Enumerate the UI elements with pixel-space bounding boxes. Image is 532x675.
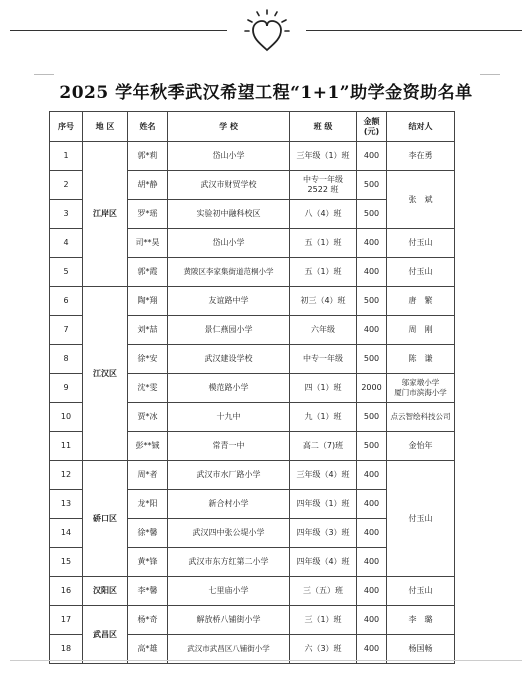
footer-rule xyxy=(10,660,522,661)
cell-sponsor-merged: 付玉山 xyxy=(387,461,455,577)
cell-name: 李*馨 xyxy=(128,577,168,606)
cell-region-wuchang: 武昌区 xyxy=(83,606,128,664)
header-seq: 序号 xyxy=(50,112,83,142)
cell-school: 十九中 xyxy=(168,403,290,432)
cell-grade: 五（1）班 xyxy=(290,229,357,258)
table-row xyxy=(50,577,455,606)
cell-grade: 中专一年级 xyxy=(290,345,357,374)
cell-seq: 3 xyxy=(50,200,83,229)
cell-name: 黄*锋 xyxy=(128,548,168,577)
cell-sponsor: 邬家墩小学 厦门市滨海小学 xyxy=(387,374,455,403)
cell-region-jianghan: 江汉区 xyxy=(83,287,128,461)
cell-school: 岱山小学 xyxy=(168,229,290,258)
heart-with-rays-icon xyxy=(239,8,295,56)
cell-seq: 14 xyxy=(50,519,83,548)
cell-amount: 500 xyxy=(357,403,387,432)
cell-amount: 400 xyxy=(357,490,387,519)
cell-grade: 初三（4）班 xyxy=(290,287,357,316)
cell-school: 武汉四中张公堤小学 xyxy=(168,519,290,548)
cell-seq: 15 xyxy=(50,548,83,577)
cell-grade: 四年级（4）班 xyxy=(290,548,357,577)
cell-grade: 九（1）班 xyxy=(290,403,357,432)
cell-name: 沈*雯 xyxy=(128,374,168,403)
cell-name: 贾*冰 xyxy=(128,403,168,432)
cell-grade: 四（1）班 xyxy=(290,374,357,403)
scholarship-table xyxy=(49,111,455,664)
table-row xyxy=(50,461,455,490)
cell-sponsor: 杨国畅 xyxy=(387,635,455,664)
cell-name: 龙*阳 xyxy=(128,490,168,519)
cell-seq: 16 xyxy=(50,577,83,606)
cell-name: 彭**铖 xyxy=(128,432,168,461)
cell-grade: 四年级（1）班 xyxy=(290,490,357,519)
cell-seq: 12 xyxy=(50,461,83,490)
cell-amount: 400 xyxy=(357,142,387,171)
cell-sponsor-merged: 张 斌 xyxy=(387,171,455,229)
cell-school: 实验初中融科校区 xyxy=(168,200,290,229)
cell-seq: 9 xyxy=(50,374,83,403)
cell-amount: 400 xyxy=(357,229,387,258)
header-name: 姓名 xyxy=(128,112,168,142)
cell-school: 景仁燕园小学 xyxy=(168,316,290,345)
cell-seq: 10 xyxy=(50,403,83,432)
cell-school: 解放桥八铺街小学 xyxy=(168,606,290,635)
cell-school: 武汉市东方红第二小学 xyxy=(168,548,290,577)
cell-name: 罗*瑶 xyxy=(128,200,168,229)
cell-sponsor: 付玉山 xyxy=(387,229,455,258)
cell-amount: 400 xyxy=(357,461,387,490)
cell-region-hanyang: 汉阳区 xyxy=(83,577,128,606)
cell-sponsor: 付玉山 xyxy=(387,258,455,287)
cell-grade: 高二（7)班 xyxy=(290,432,357,461)
table-header-row xyxy=(50,112,455,142)
cell-sponsor: 周 刚 xyxy=(387,316,455,345)
cell-school: 友谊路中学 xyxy=(168,287,290,316)
cell-amount: 400 xyxy=(357,606,387,635)
cell-sponsor: 金怡年 xyxy=(387,432,455,461)
cell-seq: 13 xyxy=(50,490,83,519)
cell-seq: 2 xyxy=(50,171,83,200)
cell-region-jiangan: 江岸区 xyxy=(83,142,128,287)
cell-seq: 11 xyxy=(50,432,83,461)
cell-seq: 7 xyxy=(50,316,83,345)
cell-grade: 六年级 xyxy=(290,316,357,345)
table-row xyxy=(50,142,455,171)
header-rule-left xyxy=(10,30,227,31)
header-rule-right xyxy=(306,30,522,31)
cell-amount: 400 xyxy=(357,577,387,606)
cell-seq: 8 xyxy=(50,345,83,374)
cell-sponsor: 陈 谦 xyxy=(387,345,455,374)
cell-sponsor: 点云智绘科技公司 xyxy=(387,403,455,432)
table-row xyxy=(50,606,455,635)
cell-name: 司**昊 xyxy=(128,229,168,258)
title-separator-right xyxy=(480,74,500,75)
header-sponsor: 结对人 xyxy=(387,112,455,142)
cell-school: 新合村小学 xyxy=(168,490,290,519)
cell-grade: 八（4）班 xyxy=(290,200,357,229)
cell-school: 七里庙小学 xyxy=(168,577,290,606)
cell-sponsor: 唐 繁 xyxy=(387,287,455,316)
cell-amount: 500 xyxy=(357,287,387,316)
cell-amount: 500 xyxy=(357,345,387,374)
cell-school: 武汉建设学校 xyxy=(168,345,290,374)
cell-school: 武汉市财贸学校 xyxy=(168,171,290,200)
cell-amount: 400 xyxy=(357,258,387,287)
cell-amount: 400 xyxy=(357,635,387,664)
cell-grade: 三年级（1）班 xyxy=(290,142,357,171)
table-row xyxy=(50,287,455,316)
cell-grade: 五（1）班 xyxy=(290,258,357,287)
title-separator-left xyxy=(34,74,54,75)
cell-region-qiaokou: 硚口区 xyxy=(83,461,128,577)
cell-school: 武汉市武昌区八铺街小学 xyxy=(168,635,290,664)
cell-seq: 1 xyxy=(50,142,83,171)
cell-name: 刘*喆 xyxy=(128,316,168,345)
cell-seq: 4 xyxy=(50,229,83,258)
cell-name: 高*雄 xyxy=(128,635,168,664)
cell-name: 胡*静 xyxy=(128,171,168,200)
cell-grade: 中专一年级 2522 班 xyxy=(290,171,357,200)
cell-school: 常青一中 xyxy=(168,432,290,461)
cell-seq: 5 xyxy=(50,258,83,287)
cell-grade: 四年级（3）班 xyxy=(290,519,357,548)
header-grade: 班 级 xyxy=(290,112,357,142)
cell-amount: 500 xyxy=(357,171,387,200)
cell-school: 模范路小学 xyxy=(168,374,290,403)
cell-seq: 18 xyxy=(50,635,83,664)
cell-amount: 400 xyxy=(357,316,387,345)
cell-name: 徐*馨 xyxy=(128,519,168,548)
cell-amount: 500 xyxy=(357,200,387,229)
cell-grade: 六（3）班 xyxy=(290,635,357,664)
cell-amount: 400 xyxy=(357,519,387,548)
cell-grade: 三年级（4）班 xyxy=(290,461,357,490)
cell-school: 岱山小学 xyxy=(168,142,290,171)
cell-seq: 6 xyxy=(50,287,83,316)
header-amount: 金额 (元) xyxy=(357,112,387,142)
header-school: 学 校 xyxy=(168,112,290,142)
cell-seq: 17 xyxy=(50,606,83,635)
cell-name: 杨*奇 xyxy=(128,606,168,635)
cell-grade: 三（1）班 xyxy=(290,606,357,635)
cell-school: 武汉市水厂路小学 xyxy=(168,461,290,490)
cell-name: 郭*莉 xyxy=(128,142,168,171)
cell-name: 陶*翔 xyxy=(128,287,168,316)
cell-grade: 三（五）班 xyxy=(290,577,357,606)
cell-name: 徐*安 xyxy=(128,345,168,374)
cell-school: 黄陂区李家集街道范桐小学 xyxy=(168,258,290,287)
document-title: 2025 学年秋季武汉希望工程“1+1”助学金资助名单 xyxy=(59,83,473,103)
cell-sponsor: 李 璐 xyxy=(387,606,455,635)
cell-amount: 400 xyxy=(357,548,387,577)
header-region: 地 区 xyxy=(83,112,128,142)
cell-name: 郭*霞 xyxy=(128,258,168,287)
cell-name: 周*者 xyxy=(128,461,168,490)
cell-sponsor: 付玉山 xyxy=(387,577,455,606)
cell-amount: 500 xyxy=(357,432,387,461)
cell-sponsor: 李在勇 xyxy=(387,142,455,171)
cell-amount: 2000 xyxy=(357,374,387,403)
